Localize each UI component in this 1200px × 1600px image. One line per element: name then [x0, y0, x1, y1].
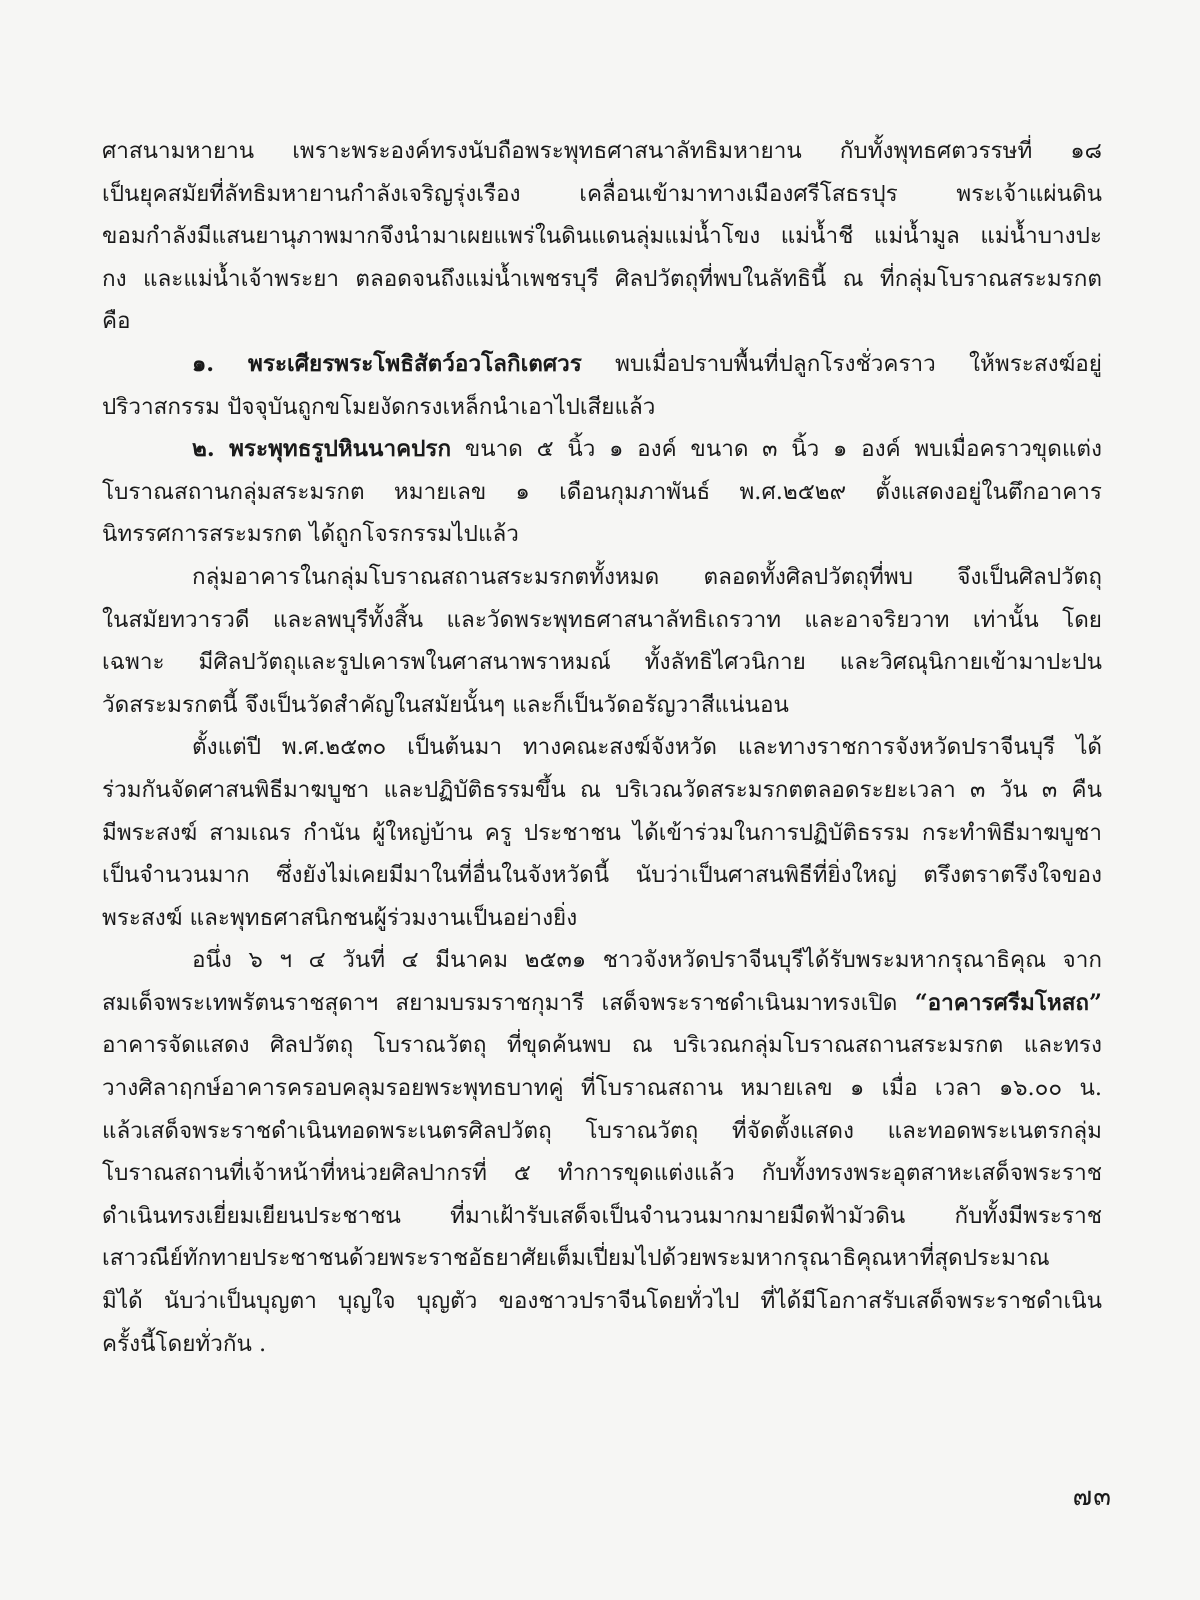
- text-line: วัดสระมรกตนี้ จึงเป็นวัดสำคัญในสมัยนั้นๆ และก็เป็นวัดอรัญวาสีแน่นอน: [102, 691, 789, 718]
- text-line: ขอมกำลังมีแสนยานุภาพมากจึงนำมาเผยแพร่ในดินแดนลุ่มแม่น้ำโขง แม่น้ำชี แม่น้ำมูล แม่น้ำบางปะ: [102, 223, 1102, 250]
- item-1-title: ๑. พระเศียรพระโพธิสัตว์อวโลกิเตศวร: [192, 350, 582, 377]
- numbered-item-1: [102, 343, 1102, 386]
- text-line: วางศิลาฤกษ์อาคารครอบคลุมรอยพระพุทธบาทคู่ ที่โบราณสถาน หมายเลข ๑ เมื่อ เวลา ๑๖.๐๐ น.: [102, 1075, 1102, 1102]
- text-line: ครั้งนี้โดยทั่วกัน .: [102, 1330, 267, 1357]
- text-line: คือ: [102, 308, 131, 335]
- building-name: “อาคารศรีมโหสถ”: [914, 989, 1102, 1016]
- text-line: ร่วมกันจัดศาสนพิธีมาฆบูชา และปฏิบัติธรรมขึ้น ณ บริเวณวัดสระมรกตตลอดระยะเวลา ๓ วัน ๓ คืน: [102, 776, 1102, 803]
- item-2-text: ขนาด ๕ นิ้ว ๑ องค์ ขนาด ๓ นิ้ว ๑ องค์ พบเมื่อคราวขุดแต่ง: [464, 436, 1102, 463]
- text-line: เป็นจำนวนมาก ซึ่งยังไม่เคยมีมาในที่อื่นในจังหวัดนี้ นับว่าเป็นศาสนพิธีที่ยิ่งใหญ่ ตรึงตราตรึงใจของ: [102, 862, 1102, 889]
- body-text: [102, 130, 1102, 1365]
- item-1-text: พบเมื่อปราบพื้นที่ปลูกโรงชั่วคราว ให้พระสงฆ์อยู่: [615, 350, 1102, 377]
- page-number: ๗๓: [1072, 1482, 1112, 1512]
- text-line: กง และแม่น้ำเจ้าพระยา ตลอดจนถึงแม่น้ำเพชรบุรี ศิลปวัตถุที่พบในลัทธินี้ ณ ที่กลุ่มโบราณสระมรกต: [102, 265, 1102, 292]
- text-line: อาคารจัดแสดง ศิลปวัตถุ โบราณวัตถุ ที่ขุดค้นพบ ณ บริเวณกลุ่มโบราณสถานสระมรกต และทรง: [102, 1032, 1102, 1059]
- text-line: เสาวณีย์ทักทายประชาชนด้วยพระราชอัธยาศัยเต็มเปี่ยมไปด้วยพระมหากรุณาธิคุณหาที่สุดประมาณ: [102, 1245, 1050, 1272]
- text-line: โบราณสถานที่เจ้าหน้าที่หน่วยศิลปากรที่ ๕ ทำการขุดแต่งแล้ว กับทั้งทรงพระอุตสาหะเสด็จพระราช: [102, 1160, 1102, 1187]
- paragraph-start: กลุ่มอาคารในกลุ่มโบราณสถานสระมรกตทั้งหมด ตลอดทั้งศิลปวัตถุที่พบ จึงเป็นศิลปวัตถุ: [192, 563, 1102, 590]
- text-line: ดำเนินทรงเยี่ยมเยียนประชาชน ที่มาเฝ้ารับเสด็จเป็นจำนวนมากมายมืดฟ้ามัวดิน กับทั้งมีพระราช: [102, 1202, 1102, 1229]
- text-line: มีพระสงฆ์ สามเณร กำนัน ผู้ใหญ่บ้าน ครู ประชาชน ได้เข้าร่วมในการปฏิบัติธรรม กระทำพิธีมาฆบูชา: [102, 819, 1102, 846]
- text-line: แล้วเสด็จพระราชดำเนินทอดพระเนตรศิลปวัตถุ โบราณวัตถุ ที่จัดตั้งแสดง และทอดพระเนตรกลุ่ม: [102, 1117, 1102, 1144]
- paragraph-start: อนึ่ง ๖ ฯ ๔ วันที่ ๔ มีนาคม ๒๕๓๑ ชาวจังหวัดปราจีนบุรีได้รับพระมหากรุณาธิคุณ จาก: [192, 947, 1102, 974]
- text-line: นิทรรศการสระมรกต ได้ถูกโจรกรรมไปแล้ว: [102, 521, 519, 548]
- text-line: พระสงฆ์ และพุทธศาสนิกชนผู้ร่วมงานเป็นอย่างยิ่ง: [102, 904, 578, 931]
- text-line: ปริวาสกรรม ปัจจุบันถูกขโมยงัดกรงเหล็กนำเอาไปเสียแล้ว: [102, 393, 656, 420]
- text-line: ศาสนามหายาน เพราะพระองค์ทรงนับถือพระพุทธศาสนาลัทธิมหายาน กับทั้งพุทธศตวรรษที่ ๑๘: [102, 138, 1102, 164]
- text-line: เฉพาะ มีศิลปวัตถุและรูปเคารพในศาสนาพราหมณ์ ทั้งลัทธิไศวนิกาย และวิศณุนิกายเข้ามาปะปน: [102, 649, 1102, 676]
- item-2-title: ๒. พระพุทธรูปหินนาคปรก: [192, 436, 452, 463]
- text-line: ในสมัยทวารวดี และลพบุรีทั้งสิ้น และวัดพระพุทธศาสนาลัทธิเถรวาท และอาจริยวาท เท่านั้น โดย: [102, 606, 1102, 633]
- text-line: เป็นยุคสมัยที่ลัทธิมหายานกำลังเจริญรุ่งเรือง เคลื่อนเข้ามาทางเมืองศรีโสธรปุร พระเจ้าแผ่นดิน: [102, 180, 1102, 207]
- numbered-item-2: [102, 428, 1102, 471]
- paragraph-start: ตั้งแต่ปี พ.ศ.๒๕๓๐ เป็นต้นมา ทางคณะสงฆ์จังหวัด และทางราชการจังหวัดปราจีนบุรี ได้: [192, 734, 1102, 761]
- text-line: โบราณสถานกลุ่มสระมรกต หมายเลข ๑ เดือนกุมภาพันธ์ พ.ศ.๒๕๒๙ ตั้งแสดงอยู่ในตึกอาคาร: [102, 478, 1102, 505]
- text-line: มิได้ นับว่าเป็นบุญตา บุญใจ บุญตัว ของชาวปราจีนโดยทั่วไป ที่ได้มีโอกาสรับเสด็จพระราชดำเนิน: [102, 1288, 1102, 1315]
- text-segment: สมเด็จพระเทพรัตนราชสุดาฯ สยามบรมราชกุมารี เสด็จพระราชดำเนินมาทรงเปิด: [102, 989, 898, 1016]
- text-line: [102, 982, 1102, 1025]
